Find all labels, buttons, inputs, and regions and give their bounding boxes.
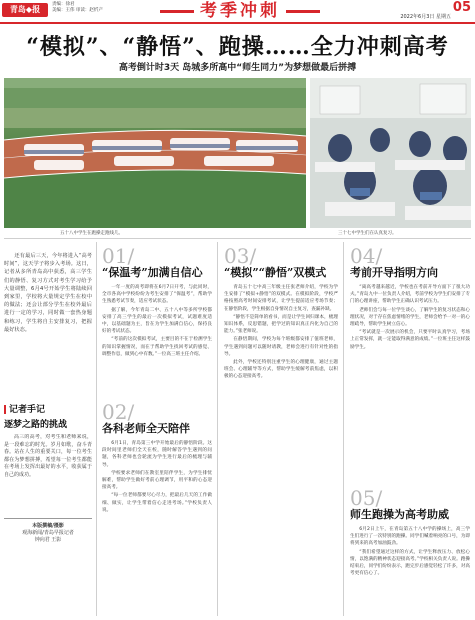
title-decoration [286, 10, 320, 13]
section-03-header [224, 246, 338, 280]
section-01-header [102, 246, 212, 280]
paragraph: “每一位老师都要尽心尽力，把最后几天的工作做细、做实，让学生带着信心走进考场。”学校负责人说。 [102, 493, 212, 513]
masthead [0, 0, 475, 22]
divider [343, 242, 344, 616]
paragraph: “考试就是一次展示的机会，只要平时认真学习，考场上正常发挥，就一定能取得满意的成绩。”一位班主任这样鼓励学生。 [350, 330, 470, 350]
section-04-header [350, 246, 470, 280]
section-05-body [350, 526, 470, 616]
section-05-header [350, 488, 470, 522]
note-subtitle: 逐梦之路的挑战 [4, 420, 68, 430]
reporter-note [4, 402, 94, 504]
section-03-body [224, 284, 338, 616]
section-number: 03/ [224, 244, 257, 268]
paragraph: 一年一度的高考即将在6月7日开考，与此同时，全市各高中学校纷纷为考生安排了“保温考”，帮助学生熟悉考试节奏，适应考试状态。 [102, 285, 212, 305]
photo-running-exercise [4, 78, 306, 228]
paragraph: “我们希望通过这样的方式，让学生释放压力、放松心情，以饱满的精神状态迎接高考。”学校相关负责人说。跑操结束后，同学们纷纷表示，跑完步后感觉轻松了许多，对高考更有信心了。 [350, 549, 470, 577]
credit-line: 观海新闻/青岛早报记者 [22, 530, 74, 536]
section-title: 考前开导指明方向 [350, 266, 438, 279]
reporter-credit [4, 518, 92, 614]
section-02-header [102, 402, 212, 436]
page-number: 05 [452, 0, 471, 15]
note-title [4, 402, 94, 415]
issue-date: 2022年6月3日 星期五 [400, 14, 451, 20]
section-04-body [350, 284, 470, 484]
running-scene-illustration [4, 78, 306, 228]
subheadline: 高考倒计时3天 岛城多所高中“师生同力”为梦想做最后拼搏 [118, 63, 357, 73]
section-number: 05/ [350, 486, 383, 510]
title-decoration [160, 10, 194, 13]
photo-classroom [310, 78, 471, 228]
section-title: “模拟”“静悟”双模式 [224, 266, 327, 279]
divider [217, 242, 218, 616]
section-title: 师生跑操为高考助威 [350, 508, 449, 521]
paragraph: 在静悟期间，学校为每个班级都安排了值班老师，学生遇到问题可以随时请教，老师会进行有针对性的指导。 [224, 337, 338, 357]
classroom-scene-illustration [310, 78, 471, 228]
section-number: 04/ [350, 244, 383, 268]
paragraph: 老师们会与每一位学生谈心，了解学生的复习状态和心理状况，对于存在焦虑情绪的学生，老师会给予一对一的心理疏导，帮助学生树立信心。 [350, 307, 470, 328]
headline: “模拟”、“静悟”、跑操……全力冲刺高考 [26, 34, 449, 60]
photo-caption-right: 三十七中学生们在认真复习。 [338, 231, 397, 236]
paragraph: 青岛五十七中高三年级主任张老师介绍，学校为学生安排了“模拟+静悟”的双模式。在模拟阶段，学校严格按照高考时间安排考试，让学生提前适应考场节奏；在静悟阶段，学生根据自身情况自主复习，查漏补缺。 [224, 285, 338, 312]
section-number: 01/ [102, 244, 135, 268]
editor-line: 美编：王伟 审读：赵忻产 [52, 8, 103, 13]
newspaper-logo: 青岛◆报 [2, 3, 48, 17]
editor-line: 责编：徐君 [52, 2, 75, 7]
section-title: 各科老师全天陪伴 [102, 422, 190, 435]
section-01-body [102, 284, 212, 398]
note-text-column [4, 434, 92, 504]
paragraph: “考前的这次模拟考试，主要目的不在于检测学生的知识掌握情况，而在于帮助学生找回考试的感觉、调整作息，做到心中有数。”一位高三班主任介绍。 [102, 337, 212, 357]
section-02-body [102, 440, 212, 616]
paragraph: “静悟不是简单的看书，而是让学生回归课本，梳理知识体系，反思错题，把学过的知识真正内化为自己的能力。”张老师说。 [224, 314, 338, 335]
divider [4, 238, 471, 239]
intro-text: 还有最后三天，今年将进入“高考时间”，这天学子将步入考场。这日，记者从多所青岛高中获悉，高三学生们的静悟、复习方式对考生学习给予大量调整，6月4号开始学生将陆续回到家里，学校将大量规定学生在校中的做法；还会让部分学生在校外最后进行一定的学习，同时做一套热身题和练习，学生将自主安排复习，把握最好状态。 [4, 253, 92, 333]
note-title-text: 记者手记 [9, 405, 46, 415]
intro-column [4, 252, 92, 398]
note-title-bar [4, 405, 6, 414]
section-title-text: 考季冲刺 [200, 1, 280, 21]
paragraph: 6月1日，青岛第三中学开始最后的静悟阶段。这段时间里老师们全天在校，随时解答学生遇到的问题，各科老师也会轮流为学生进行最后的梳理与辅导。 [102, 441, 212, 468]
credit-line: 钟向君 王影 [34, 537, 62, 543]
section-number: 02/ [102, 400, 135, 424]
photo-caption-left: 五十八中学生在跑操走跑线几。 [60, 231, 123, 236]
divider [96, 242, 97, 616]
note-text: 高三的高考，对考生和老师来说，是一段难忘的时光。岁月如歌，奋斗青春。站在人生的重要关口，每一位考生都在为梦想拼搏，希望每一位考生都能在考场上发挥出最好的水平，收获属于自己的成功。 [4, 434, 92, 478]
editor-info [52, 2, 103, 14]
paragraph: “离高考越来越近，学校也在考前开导方面下了很大功夫。”青岛九中一位负责人介绍，考前学校为学生们安排了专门的心理讲座，帮助学生正确认识考试压力。 [350, 285, 470, 305]
masthead-rule [0, 22, 475, 24]
paragraph: 此外，学校还特别注重学生的心理健康，通过主题班会、心理辅导等方式，帮助学生缓解考前焦虑，以积极的心态迎接高考。 [224, 360, 338, 380]
paragraph: 学校要求老师们在教室里陪伴学生，为学生排忧解难，帮助学生做好考前心理调节，用平和的心态迎接高考。 [102, 470, 212, 491]
section-title: “保温考”加满自信心 [102, 266, 203, 279]
paragraph: 据了解，今年青岛二中、五十八中等多所学校都安排了高三学生的最后一次模拟考试，试题难度适中，以基础题为主，旨在为学生加满自信心，保持良好的考试状态。 [102, 307, 212, 335]
section-title [140, 0, 340, 22]
credit-line: 本版撰稿/摄影 [32, 523, 64, 529]
paragraph: 6月2日上午，在青岛第五十八中学的操场上，高三学生们进行了一次特别的跑操。同学们喊着响亮的口号，为即将到来的高考加油鼓劲。 [350, 527, 470, 547]
